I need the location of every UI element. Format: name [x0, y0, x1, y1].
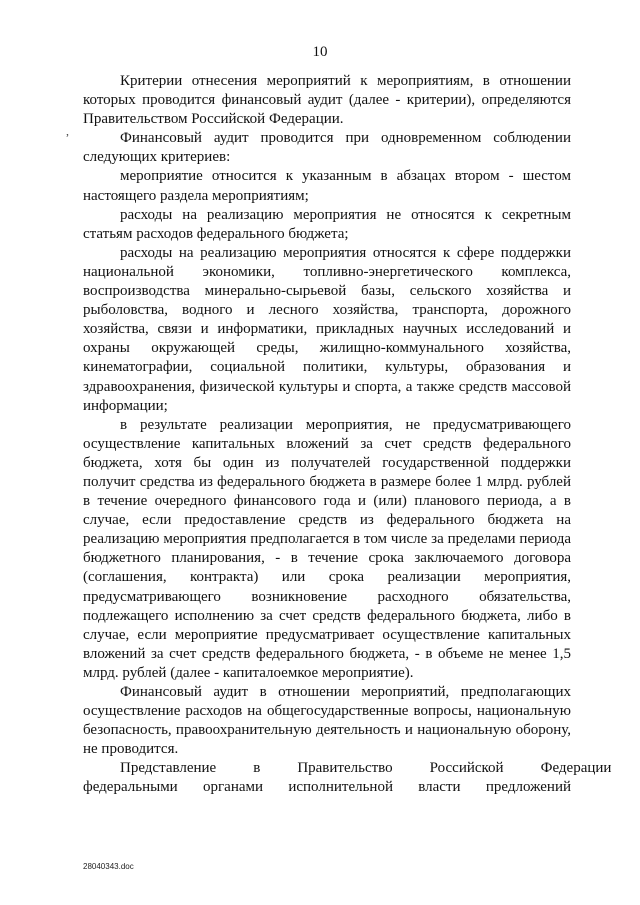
word: в [253, 760, 261, 777]
paragraph: мероприятие относится к указанным в абзацах втором - шестом настоящего раздела мероприятиям; [83, 168, 571, 204]
word: Федерации [540, 760, 612, 777]
word: органами [203, 779, 264, 796]
footer-file-code: 28040343.doc [83, 862, 134, 871]
paragraph: расходы на реализацию мероприятия не относятся к секретным статьям расходов федерального бюджета; [83, 206, 571, 242]
paragraph: расходы на реализацию мероприятия относятся к сфере поддержки национальной экономики, топливно-энергетического комплекса, воспроизводства минерально-сырьевой базы, сельского хозяйства и рыболовства, водного и лесного хозяйства, транспорта, дорожного хозяйства, связи и информатики, прикладных научных исследований и охраны окружающей среды, жилищно-коммунального хозяйства, кинематографии, социальной политики, культуры, образования и здравоохранения, физической культуры и спорта, а также средств массовой информации; [83, 244, 571, 414]
word: Представление [120, 760, 217, 777]
paragraph: Финансовый аудит в отношении мероприятий, предполагающих осуществление расходов на общегосударственные вопросы, национальную безопасность, правоохранительную деятельность и национальную оборону, не проводится. [83, 684, 571, 758]
margin-mark: , [66, 124, 69, 138]
last-paragraph-line-2 [83, 778, 571, 797]
last-paragraph-line-1 [83, 759, 612, 778]
word: предложений [485, 779, 571, 796]
document-body [83, 72, 612, 798]
word: Российской [429, 760, 504, 777]
page-number: 10 [312, 44, 328, 60]
paragraph: в результате реализации мероприятия, не предусматривающего осуществление капитальных вложений за счет средств федерального бюджета, хотя бы один из получателей государственной поддержки получит средства из федерального бюджета в размере более 1 млрд. рублей в течение очередного финансового года и (или) планового периода, а в случае, если предоставление средств из федерального бюджета на реализацию мероприятия предполагается в том числе за пределами периода бюджетного планирования, - в течение срока заключаемого договора (соглашения, контракта) или срока реализации мероприятия, предусматривающего возникновение расходного обязательства, подлежащего исполнению за счет средств федерального бюджета, либо в случае, если мероприятие предусматривает осуществление капитальных вложений за счет средств федерального бюджета, - в объеме не менее 1,5 млрд. рублей (далее - капиталоемкое мероприятие). [83, 416, 571, 681]
paragraph: Критерии отнесения мероприятий к мероприятиям, в отношении которых проводится финансовый аудит (далее - критерии), определяются Правительством Российской Федерации. [83, 73, 571, 128]
paragraph: Финансовый аудит проводится при одновременном соблюдении следующих критериев: [83, 130, 571, 166]
word: Правительство [297, 760, 393, 777]
word: власти [418, 779, 461, 796]
word: федеральными [83, 779, 178, 796]
word: исполнительной [288, 779, 393, 796]
